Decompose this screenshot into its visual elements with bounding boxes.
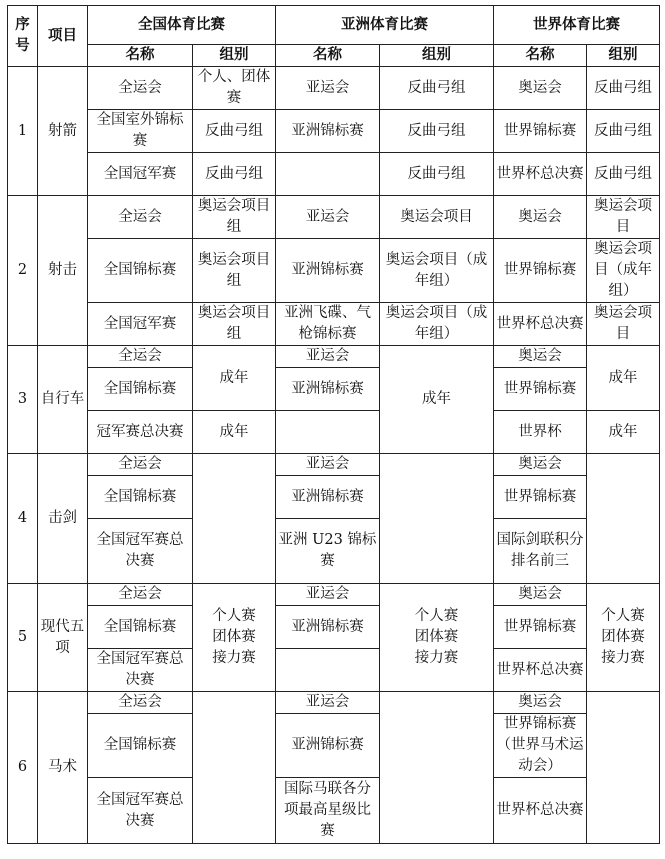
world-group: 反曲弓组	[587, 153, 660, 196]
world-group: 奥运会项目	[587, 196, 660, 239]
asian-group	[380, 454, 494, 584]
table-row	[8, 67, 660, 110]
world-name: 世界锦标赛（世界马术运动会）	[494, 714, 587, 778]
asian-name: 亚运会	[276, 346, 380, 368]
national-name: 全国锦标赛	[88, 714, 193, 778]
table-row	[8, 692, 660, 714]
table-row	[8, 346, 660, 368]
table-row	[8, 239, 660, 303]
world-group: 奥运会项目（成年组）	[587, 239, 660, 303]
national-group: 成年	[193, 346, 276, 411]
national-name: 全运会	[88, 196, 193, 239]
row-no: 1	[8, 67, 38, 196]
national-group: 反曲弓组	[193, 153, 276, 196]
national-name: 全运会	[88, 584, 193, 606]
national-name: 冠军赛总决赛	[88, 411, 193, 454]
table-row	[8, 303, 660, 346]
national-name: 全国锦标赛	[88, 368, 193, 411]
subheader-group-national: 组别	[193, 45, 276, 67]
world-name: 世界杯总决赛	[494, 649, 587, 692]
national-name: 全运会	[88, 346, 193, 368]
table-row	[8, 714, 660, 778]
asian-name: 亚运会	[276, 67, 380, 110]
asian-name: 亚洲锦标赛	[276, 606, 380, 649]
national-name: 全国锦标赛	[88, 239, 193, 303]
national-name: 全国冠军赛总决赛	[88, 519, 193, 584]
world-group: 个人赛 团体赛 接力赛	[587, 584, 660, 692]
world-group	[587, 454, 660, 584]
asian-group: 奥运会项目（成年组）	[380, 239, 494, 303]
world-name: 世界锦标赛	[494, 239, 587, 303]
asian-name	[276, 153, 380, 196]
world-name: 奥运会	[494, 346, 587, 368]
national-name: 全运会	[88, 454, 193, 476]
world-name: 世界杯总决赛	[494, 153, 587, 196]
asian-name: 亚洲 U23 锦标赛	[276, 519, 380, 584]
national-name: 全国锦标赛	[88, 606, 193, 649]
asian-name	[276, 649, 380, 692]
world-name: 奥运会	[494, 67, 587, 110]
row-no: 5	[8, 584, 38, 692]
national-group: 奥运会项目组	[193, 303, 276, 346]
table-row	[8, 411, 660, 454]
asian-group: 奥运会项目	[380, 196, 494, 239]
asian-group	[380, 692, 494, 844]
national-group: 个人赛 团体赛 接力赛	[193, 584, 276, 692]
asian-group: 成年	[380, 346, 494, 454]
table-row	[8, 649, 660, 692]
asian-name: 亚洲飞碟、气枪锦标赛	[276, 303, 380, 346]
subheader-group-asian: 组别	[380, 45, 494, 67]
asian-name: 亚运会	[276, 584, 380, 606]
asian-name: 亚洲锦标赛	[276, 714, 380, 778]
national-name: 全国冠军赛	[88, 153, 193, 196]
row-no: 3	[8, 346, 38, 454]
national-name: 全国冠军赛总决赛	[88, 649, 193, 692]
asian-group: 个人赛 团体赛 接力赛	[380, 584, 494, 692]
asian-name	[276, 411, 380, 454]
asian-name: 亚洲锦标赛	[276, 476, 380, 519]
world-name: 国际剑联积分排名前三	[494, 519, 587, 584]
world-group: 成年	[587, 346, 660, 411]
asian-name: 亚洲锦标赛	[276, 368, 380, 411]
table-row	[8, 519, 660, 584]
world-group: 反曲弓组	[587, 110, 660, 153]
asian-name: 亚洲锦标赛	[276, 110, 380, 153]
subheader-group-world: 组别	[587, 45, 660, 67]
asian-group: 奥运会项目（成年组）	[380, 303, 494, 346]
table-row	[8, 476, 660, 519]
world-name: 奥运会	[494, 692, 587, 714]
row-item: 射击	[38, 196, 88, 346]
subheader-name-asian: 名称	[276, 45, 380, 67]
national-name: 全国室外锦标赛	[88, 110, 193, 153]
table-row	[8, 196, 660, 239]
table-row	[8, 778, 660, 844]
world-name: 世界锦标赛	[494, 368, 587, 411]
world-name: 世界锦标赛	[494, 606, 587, 649]
national-name: 全国冠军赛	[88, 303, 193, 346]
national-name: 全国冠军赛总决赛	[88, 778, 193, 844]
world-name: 世界杯总决赛	[494, 303, 587, 346]
header-national: 全国体育比赛	[88, 6, 276, 45]
national-name: 全运会	[88, 67, 193, 110]
asian-name: 亚运会	[276, 692, 380, 714]
row-item: 击剑	[38, 454, 88, 584]
asian-group: 反曲弓组	[380, 67, 494, 110]
asian-group: 反曲弓组	[380, 110, 494, 153]
world-name: 世界锦标赛	[494, 476, 587, 519]
row-item: 现代五项	[38, 584, 88, 692]
table-row	[8, 606, 660, 649]
header-asian: 亚洲体育比赛	[276, 6, 494, 45]
subheader-name-world: 名称	[494, 45, 587, 67]
world-name: 世界杯	[494, 411, 587, 454]
asian-name: 亚运会	[276, 454, 380, 476]
world-group: 成年	[587, 411, 660, 454]
world-group: 奥运会项目	[587, 303, 660, 346]
row-no: 6	[8, 692, 38, 844]
row-item: 射箭	[38, 67, 88, 196]
world-name: 世界锦标赛	[494, 110, 587, 153]
world-group	[587, 692, 660, 844]
table-row	[8, 454, 660, 476]
world-name: 世界杯总决赛	[494, 778, 587, 844]
national-group	[193, 692, 276, 844]
national-group: 个人、团体赛	[193, 67, 276, 110]
asian-name: 亚运会	[276, 196, 380, 239]
world-group: 反曲弓组	[587, 67, 660, 110]
asian-group: 反曲弓组	[380, 153, 494, 196]
national-group: 奥运会项目组	[193, 239, 276, 303]
row-no: 2	[8, 196, 38, 346]
national-name: 全国锦标赛	[88, 476, 193, 519]
national-group	[193, 454, 276, 584]
header-no: 序号	[8, 6, 38, 67]
subheader-name-national: 名称	[88, 45, 193, 67]
asian-name: 国际马联各分项最高星级比赛	[276, 778, 380, 844]
world-name: 奥运会	[494, 454, 587, 476]
national-group: 奥运会项目组	[193, 196, 276, 239]
world-name: 奥运会	[494, 584, 587, 606]
row-no: 4	[8, 454, 38, 584]
competition-table	[7, 5, 660, 844]
national-group: 反曲弓组	[193, 110, 276, 153]
row-item: 自行车	[38, 346, 88, 454]
table-row	[8, 153, 660, 196]
table-row	[8, 584, 660, 606]
asian-name: 亚洲锦标赛	[276, 239, 380, 303]
table-row	[8, 110, 660, 153]
world-name: 奥运会	[494, 196, 587, 239]
national-group: 成年	[193, 411, 276, 454]
table-row	[8, 368, 660, 411]
header-item: 项目	[38, 6, 88, 67]
national-name: 全运会	[88, 692, 193, 714]
header-world: 世界体育比赛	[494, 6, 660, 45]
row-item: 马术	[38, 692, 88, 844]
